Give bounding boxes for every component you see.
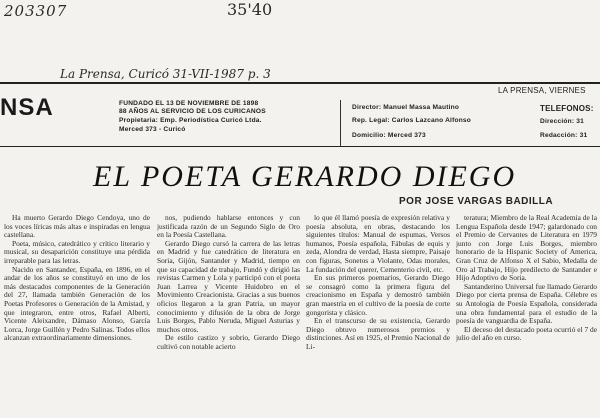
tel-redaccion: Redacción: 31 — [540, 132, 588, 139]
article-column-1 — [4, 214, 150, 418]
corner-mark: 35'40 — [227, 0, 273, 19]
paragraph: En sus primeros poemarios, Gerardo Diego se consagró como la primera figura del creacionismo en España y demostró también gran maestría en el cultivo de la poesía de corte gongorista y clásico. — [306, 273, 450, 317]
domicilio-line: Domicilio: Merced 373 — [352, 132, 426, 139]
masthead-divider — [340, 100, 341, 146]
article-column-3 — [306, 214, 450, 418]
article-byline: POR JOSE VARGAS BADILLA — [399, 196, 554, 207]
archive-number: 203307 — [4, 2, 68, 20]
article-title: EL POETA GERARDO DIEGO — [93, 160, 517, 193]
paragraph: Gerardo Diego cursó la carrera de las letras en Madrid y fue catedrático de literatura en Soria, Gijón, Santander y Madrid, tiempo en que su capacidad de trabajo, Fundó y dirigió las revistas Carmen y Lola y participó con el poeta Juan Larrea y Vicente Huidobro en el Movimiento Creacionista. Gracias a sus buenos oficios llegaron a la gran Patria, un mayor conocimiento y difusión de la obra de Jorge Luis Borges, Pablo Neruda, Miguel Asturias y muchos otros. — [157, 238, 300, 334]
paragraph: Poeta, músico, catedrático y crítico literario y musical, su desaparición constituye una pérdida irreparable para las letras. — [4, 238, 150, 265]
paragraph: En el transcurso de su existencia, Gerardo Diego obtuvo numerosos premios y distinciones. Así en 1925, el Premio Nacional de Li- — [306, 316, 450, 351]
owner-line: Propietaria: Emp. Periodística Curicó Ltda. — [119, 117, 262, 124]
clipping-source-note: La Prensa, Curicó 31-VII-1987 p. 3 — [60, 67, 271, 81]
paragraph: Nacido en Santander, España, en 1896, en el andar de los años se constituyó en uno de los más destacados componentes de la Generación del 27, llamada también Generación de los Poetas Profesores o Generación de la Amistad, y que integraron, entre otros, Rafael Alberti, Vicente Aleixandre, Dámaso Alonso, García Lorca, Jorge Guillén y Pedro Salinas. Todos ellos alcanzan extraordinariamente dimensiones. — [4, 264, 150, 343]
paragraph: lo que él llamó poesía de expresión relativa y poesía absoluta, en obras, destacando los siguientes títulos: Manual de espumas, Versos humanos, Poesía española, Fábulas de equis y zeda, Alondra de verdad, Hasta siempre, Paisaje con figuras, Sonetos a Violante, Odas morales, La fundación del querer, Cementerio civil, etc. — [306, 214, 450, 274]
paragraph: De estilo castizo y sobrio, Gerardo Diego cultivó con notable acierto — [157, 333, 300, 351]
paragraph: nos, pudiendo hablarse entonces y con justificada razón de un Segundo Siglo de Oro en la Poesía Castellana. — [157, 214, 300, 240]
telefonos-heading: TELEFONOS: — [540, 104, 594, 113]
paragraph: teratura; Miembro de la Real Academia de la Lengua Española desde 1947; galardonado con el Premio de Cervantes de Literatura en 1979 junto con Jorge Luis Borges, miembro honorario de la Hispanic Society of America, Gran Cruz de Alfonso X el Sabio, Medalla de Oro al Trabajo, Hijo predilecto de Santander e Hijo Adoptivo de Soria. — [456, 214, 597, 283]
paragraph: Santanderino Universal fue llamado Gerardo Diego por cierta prensa de España. Célebre es su Antología de Poesía Española, considerada una obra fundamental para el estudio de la poesía de vanguardia de España. — [456, 281, 597, 326]
masthead-top-rule — [0, 82, 600, 84]
article-column-2 — [157, 214, 300, 418]
director-line: Director: Manuel Massa Mautino — [352, 104, 460, 111]
paragraph: Ha muerto Gerardo Diego Cendoya, uno de los voces líricas más altas e inspiradas en lengua castellana. — [4, 214, 150, 240]
masthead-bottom-rule — [0, 146, 600, 147]
rep-legal-line: Rep. Legal: Carlos Lazcano Alfonso — [352, 117, 472, 124]
newspaper-name-fragment: NSA — [0, 94, 54, 121]
paragraph: El deceso del destacado poeta ocurrió el 7 de julio del año en curso. — [456, 324, 597, 343]
address-line: Merced 373 - Curicó — [119, 126, 186, 133]
article-column-4 — [456, 214, 597, 418]
date-heading: LA PRENSA, VIERNES — [498, 86, 586, 95]
years-service-line: 88 AÑOS AL SERVICIO DE LOS CURICANOS — [119, 108, 266, 115]
tel-direccion: Dirección: 31 — [540, 118, 585, 125]
founded-line: FUNDADO EL 13 DE NOVIEMBRE DE 1898 — [119, 100, 259, 107]
